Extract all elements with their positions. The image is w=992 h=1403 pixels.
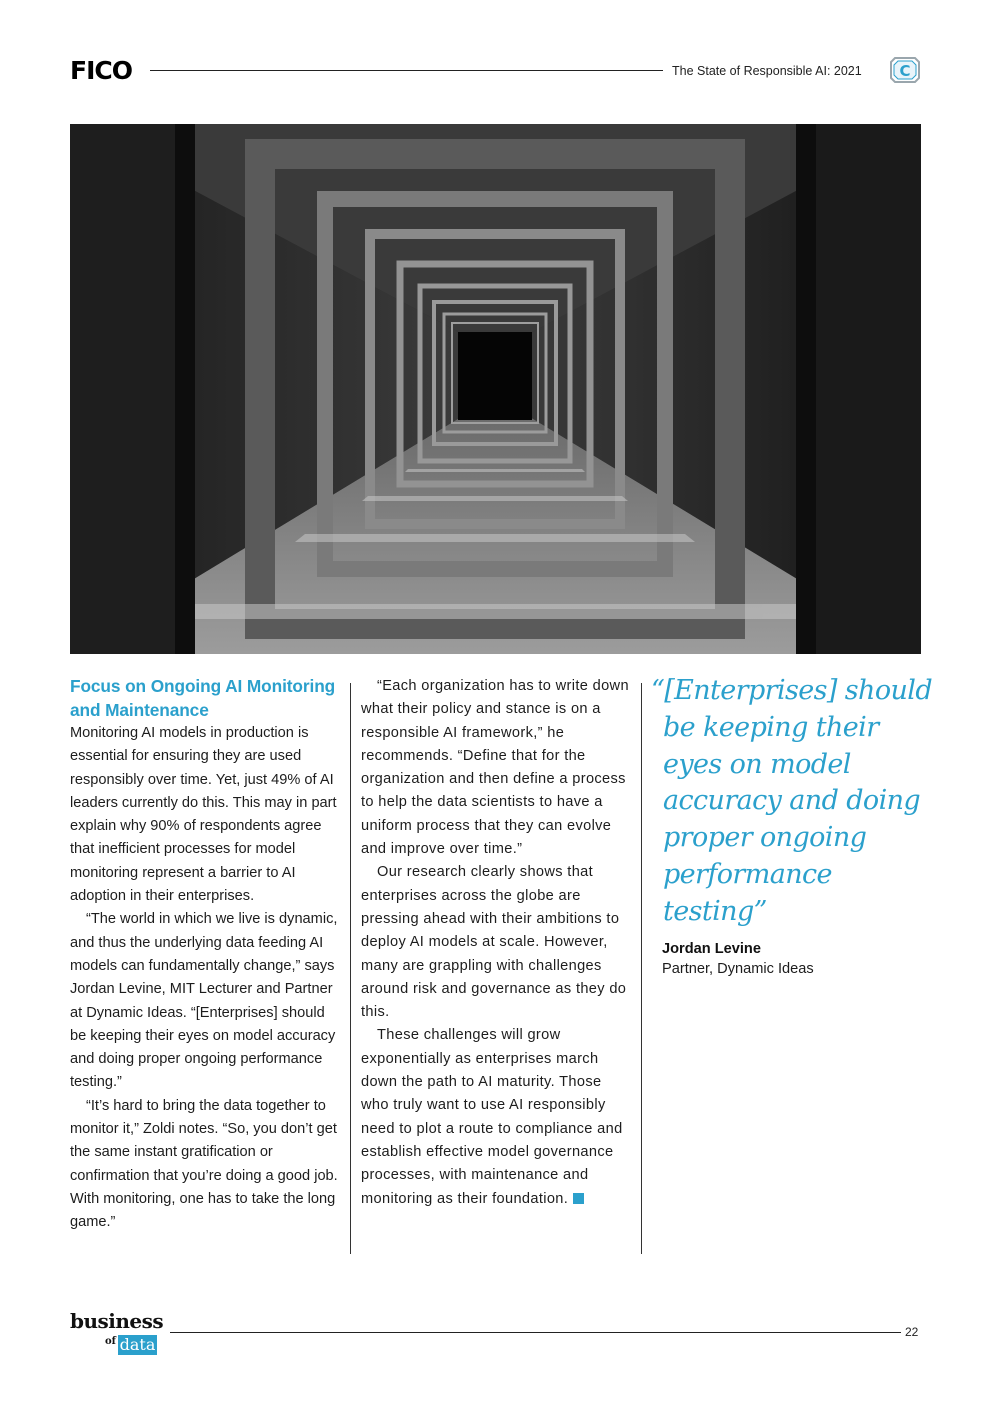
quote-attribution-role: Partner, Dynamic Ideas (662, 961, 814, 977)
business-of-data-logo: business (70, 1309, 164, 1333)
paragraph: Monitoring AI models in production is essential for ensuring they are used responsibly over time. Yet, just 49% of AI leaders currently do this. This may in part explain why 90% of respondents agree that inefficient processes for model monitoring represent a barrier to AI adoption in their enterprises. (70, 725, 337, 905)
section-heading: Focus on Ongoing AI Monitoring and Maintenance (70, 676, 336, 720)
header-divider (150, 70, 663, 71)
corridor-photo (70, 124, 921, 654)
paragraph: “It’s hard to bring the data together to monitor it,” Zoldi notes. “So, you don’t get the same instant gratification or confirmation that you’re doing a good job. With monitoring, one has to take the long game.” (70, 1097, 338, 1231)
report-badge-icon (889, 56, 921, 84)
column-divider-1 (350, 683, 351, 1254)
paragraph-last (361, 1024, 631, 1210)
paragraph: Our research clearly shows that enterprises across the globe are pressing ahead with their ambitions to deploy AI models at scale. However, many are grappling with challenges around risk and governance as they do this. (361, 864, 627, 1021)
fico-logo: FICO (70, 56, 132, 85)
article-column-2 (361, 675, 631, 1211)
paragraph-text: These challenges will grow exponentially as enterprises march down the path to AI maturity. Those who truly want to use AI responsibly need to plot a route to compliance and establish effective model governance processes, with maintenance and monitoring as their foundation. (361, 1027, 623, 1207)
logo-of-text: of (105, 1336, 116, 1347)
column-divider-2 (641, 683, 642, 1254)
logo-data-box: data (119, 1335, 156, 1354)
report-title: The State of Responsible AI: 2021 (672, 64, 862, 78)
pull-quote: “[Enterprises] should be keeping their eyes on model accuracy and doing proper ongoing performance testing” (651, 675, 933, 927)
footer-divider (170, 1332, 901, 1333)
paragraph: “Each organization has to write down what their policy and stance is on a responsible AI framework,” he recommends. “Define that for the organization and then define a process to help the data scientists to have a uniform process that they can evolve and improve over time.” (361, 678, 629, 858)
quote-attribution-name: Jordan Levine (662, 941, 761, 957)
badge-letter: C (899, 62, 911, 80)
page-number: 22 (905, 1325, 919, 1339)
paragraph: “The world in which we live is dynamic, and thus the underlying data feeding AI models can fundamentally change,” says Jordan Levine, MIT Lecturer and Partner at Dynamic Ideas. “[Enterprises] should be keeping their eyes on model accuracy and doing proper ongoing performance testing.” (70, 911, 338, 1091)
end-of-article-icon (573, 1193, 584, 1204)
article-column-1 (70, 674, 342, 1235)
